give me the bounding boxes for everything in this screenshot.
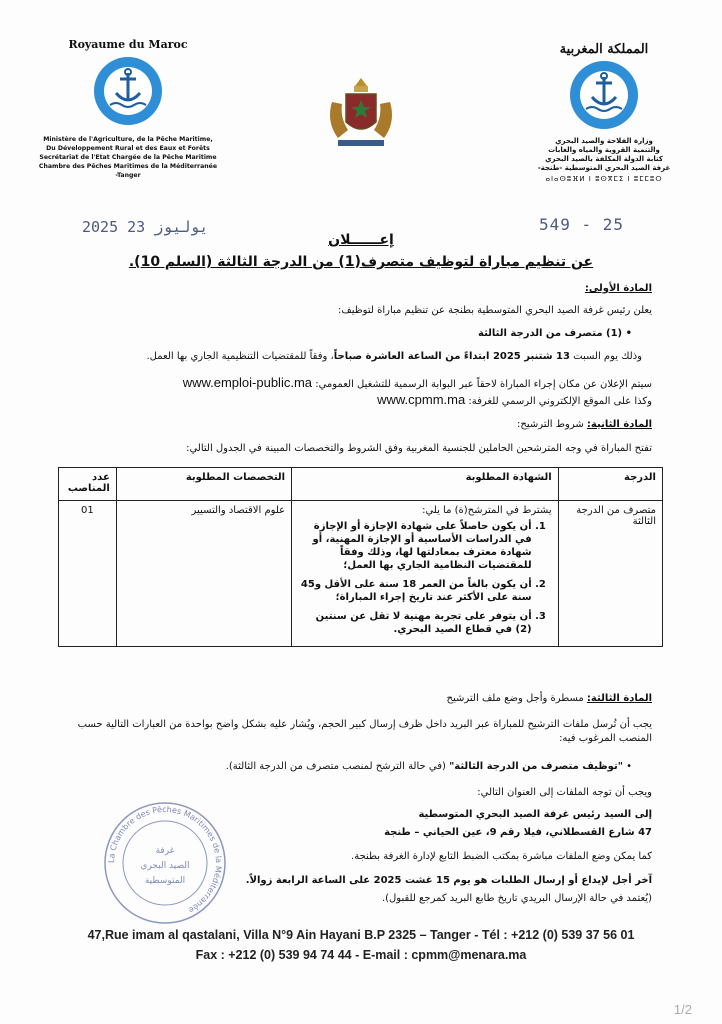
- article-heading-rest: شروط الترشيح:: [517, 419, 587, 430]
- table-header-row: [59, 468, 663, 501]
- chamber-logo-icon: [568, 59, 640, 131]
- dept-ar-line: وزارة الفلاحة والصيد البحري: [555, 137, 653, 145]
- bullet-rest: (في حالة الترشح لمنصب متصرف من الدرجة الثالثة).: [225, 761, 450, 772]
- cpmm-link[interactable]: www.cpmm.ma: [377, 392, 466, 407]
- diploma-cell: [292, 501, 559, 647]
- announcement-subtitle: عن تنظيم مباراة لتوظيف متصرف(1) من الدرجة الثالثة (السلم 10).: [128, 254, 594, 270]
- article-heading: المادة الثالثة:: [586, 693, 652, 704]
- dept-ar-line: والتنمية القروية والمياه والغابات: [548, 146, 660, 154]
- official-stamp-icon: [100, 798, 230, 928]
- dept-fr-line: -Tanger: [115, 172, 141, 179]
- article1-intro: يعلن رئيس غرفة الصيد البحري المتوسطية بطنجة عن تنظيم مباراة لتوظيف:: [337, 305, 652, 316]
- dept-ar: [524, 137, 684, 173]
- stamp-center-text: غرفة: [155, 846, 175, 856]
- table-header: الشهادة المطلوبة: [292, 468, 559, 501]
- article2-heading: [52, 418, 652, 432]
- article-heading-rest: مسطرة وأجل وضع ملف الترشيح: [446, 693, 587, 704]
- table-header: عدد المناصب: [59, 468, 117, 501]
- article1-item: • (1) متصرف من الدرجة الثالثة: [478, 328, 632, 339]
- handwritten-date: 2025 يوليوز 23: [82, 218, 209, 236]
- requirements-table: [58, 467, 663, 647]
- article2-text: تفتح المباراة في وجه المترشحين الحاملين للجنسية المغربية وفق الشروط والتخصصات المبينة في الجدول التالي:: [186, 443, 652, 454]
- article3-p3: كما يمكن وضع الملفات مباشرة بمكتب الضبط التابع لإدارة الغرفة بطنجة.: [351, 851, 652, 862]
- condition-item: 3. أن يتوفر على تجربة مهنية لا تقل عن سنتين (2) في قطاع الصيد البحري.: [298, 610, 532, 636]
- bullet-bold: "توظيف متصرف من الدرجة الثالثة": [449, 761, 623, 772]
- conditions-list: [298, 520, 552, 636]
- count-cell: 01: [59, 501, 117, 647]
- article1-place: [52, 376, 652, 392]
- article1-site: [52, 393, 652, 409]
- emploi-public-link[interactable]: www.emploi-public.ma: [182, 375, 313, 390]
- date-prefix: وذلك يوم السبت: [569, 351, 642, 362]
- address-line2: 47 شارع القسطلاني، فيلا رقم 9، عين الحياني – طنجة: [384, 827, 652, 838]
- grade-cell: متصرف من الدرجة الثالثة: [558, 501, 662, 647]
- dept-fr-line: Du Développement Rural et des Eaux et Forêts: [46, 145, 210, 152]
- condition-item: 2. أن يكون بالغاً من العمر 18 سنة على الأقل و45 سنة على الأكثر عند تاريخ إجراء المباراة؛: [298, 578, 532, 604]
- date-bold: 13 شتنبر 2025 ابتداءً من الساعة العاشرة صباحاً: [333, 351, 570, 362]
- dept-fr-line: Ministère de l'Agriculture, de la Pêche Maritime,: [43, 136, 213, 143]
- date-suffix: ، وفقاً للمقتضيات التنظيمية الجاري بها العمل.: [146, 351, 334, 362]
- dept-ar-line: كتابة الدولة المكلفة بالصيد البحري: [545, 155, 663, 163]
- header-left: [38, 38, 218, 180]
- royal-emblem-icon: [318, 72, 404, 158]
- tifinagh-text: ⴰⵏⴰⵙⵓⴼⵍ ⵏ ⵓⵙⴳⵎⵉ ⵏ ⵓⵎⵎⵓⵔ: [545, 175, 663, 183]
- kingdom-fr: Royaume du Maroc: [68, 38, 188, 51]
- handwritten-reference: 549 - 25: [538, 215, 624, 234]
- announcement-title: إعــــــلان: [328, 232, 394, 248]
- dept-fr-line: Secrétariat de l'Etat Chargée de la Pêche Maritime: [39, 154, 217, 161]
- address-line1: إلى السيد رئيس غرفة الصيد البحري المتوسطية: [418, 809, 652, 820]
- condition-item: 1. أن يكون حاصلاً على شهادة الإجازة أو الإجازة في الدراسات الأساسية أو الإجازة المهنية، أو شهادة معترف بمعادلتها لها، وذلك وفقاً للمقتضيات النظامية الجاري بها العمل؛: [298, 520, 532, 572]
- site-text: وكذا على الموقع الإلكتروني الرسمي للغرفة:: [468, 396, 652, 407]
- stamp-ring-text: La Chambre des Pêches Maritimes de la Méditerranée: [106, 804, 224, 915]
- table-row: [59, 501, 663, 647]
- page-indicator: 1/2: [673, 1002, 692, 1017]
- footer-address: 47,Rue imam al qastalani, Villa N°9 Ain Hayani B.P 2325 – Tanger - Tél : +212 (0) 539 37 56 01: [87, 928, 635, 942]
- stamp-center-text: المتوسطية: [144, 876, 186, 886]
- deadline-note: (يُعتمد في حالة الإرسال البريدي تاريخ طابع البريد كمرجع للقبول).: [381, 893, 652, 904]
- article3-heading: [52, 692, 652, 706]
- header-right: [524, 42, 684, 183]
- specialty-cell: علوم الاقتصاد والتسيير: [116, 501, 291, 647]
- article-heading: المادة الثانية:: [586, 419, 652, 430]
- article3-bullet: • "توظيف متصرف من الدرجة الثالثة" (في حالة الترشح لمنصب متصرف من الدرجة الثالثة).: [225, 761, 632, 772]
- place-text: سيتم الإعلان عن مكان إجراء المباراة لاحقاً عبر البوابة الرسمية للتشغيل العمومي:: [315, 379, 652, 390]
- deadline-text: آخر أجل لإيداع أو إرسال الطلبات هو يوم 15 غشت 2025 على الساعة الرابعة زوالاً.: [245, 875, 652, 886]
- footer-contact: Fax : +212 (0) 539 94 74 44 - E-mail : cpmm@menara.ma: [195, 948, 527, 962]
- article1-heading: [52, 282, 652, 296]
- conditions-intro: يشترط في المترشح(ة) ما يلي:: [422, 505, 552, 516]
- dept-ar-line: غرفة الصيد البحري المتوسطية -طنجة-: [537, 164, 671, 172]
- article-heading: المادة الأولى:: [584, 283, 652, 294]
- dept-fr-line: Chambre des Pêches Maritimes de la Méditerranée: [38, 163, 218, 170]
- article3-p1: يجب أن تُرسل ملفات الترشيح للمباراة عبر البريد داخل ظرف إرسال كبير الحجم، ويُشار عليه بشكل واضح بواحدة من العبارات التالية حسب المنصب المرغوب فيه:: [77, 719, 652, 744]
- chamber-logo-icon: [92, 55, 164, 127]
- kingdom-ar: المملكة المغربية: [559, 42, 649, 57]
- article1-item-text: (1) متصرف من الدرجة الثالثة: [478, 328, 623, 339]
- table-header: الدرجة: [558, 468, 662, 501]
- article1-date: [42, 350, 642, 364]
- stamp-center-text: الصيد البحري: [140, 861, 190, 871]
- table-header: التخصصات المطلوبة: [116, 468, 291, 501]
- article3-p2: ويجب أن توجه الملفات إلى العنوان التالي:: [477, 787, 652, 798]
- dept-fr: [38, 135, 218, 180]
